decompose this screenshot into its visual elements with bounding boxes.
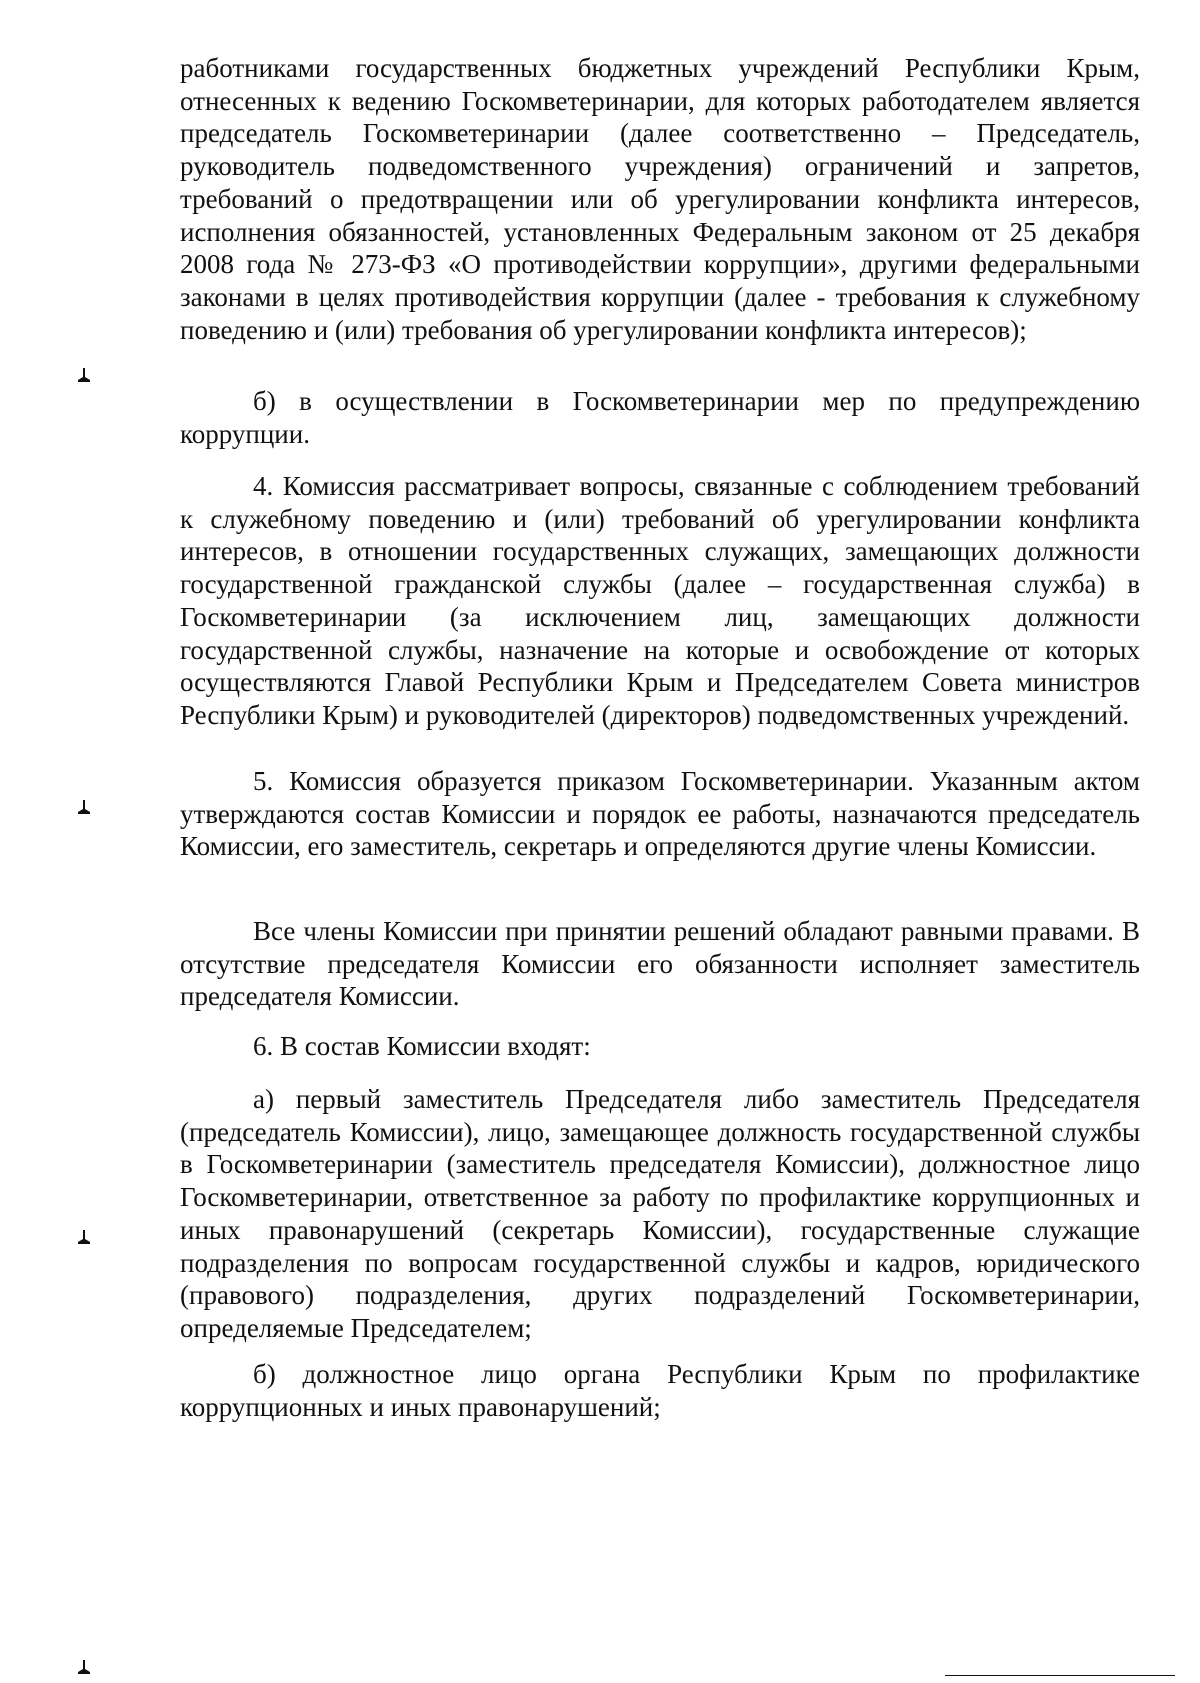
paragraph-clause-5: 5. Комиссия образуется приказом Госкомветеринарии. Указанным актом утверждаются состав Комиссии и порядок ее работы, назначаются председатель Комиссии, его заместитель, секретарь и определяются другие члены Комиссии. bbox=[180, 766, 1140, 862]
footer-rule bbox=[945, 1675, 1175, 1676]
punch-hole-mark-icon bbox=[77, 800, 91, 816]
paragraph-item-b-prevention: б) в осуществлении в Госкомветеринарии мер по предупреждению коррупции. bbox=[180, 386, 1140, 449]
paragraph-members-rights: Все члены Комиссии при принятии решений обладают равными правами. В отсутствие председателя Комиссии его обязанности исполняет заместитель председателя Комиссии. bbox=[180, 916, 1140, 1012]
punch-hole-mark-icon bbox=[77, 1660, 91, 1676]
punch-hole-mark-icon bbox=[77, 368, 91, 384]
paragraph-clause-6: 6. В состав Комиссии входят: bbox=[253, 1031, 591, 1061]
punch-hole-mark-icon bbox=[77, 1230, 91, 1246]
paragraph-item-a-composition: а) первый заместитель Председателя либо заместитель Председателя (председатель Комиссии), лицо, замещающее должность государственной службы в Госкомветеринарии (заместитель председателя Комиссии), должностное лицо Госкомветеринарии, ответственное за работу по профилактике коррупционных и иных правонарушений (секретарь Комиссии), государственные служащие подразделения по вопросам государственной службы и кадров, юридического (правового) подразделения, других подразделений Госкомветеринарии, определяемые Председателем; bbox=[180, 1084, 1140, 1343]
paragraph-item-b-official: б) должностное лицо органа Республики Крым по профилактике коррупционных и иных правонарушений; bbox=[180, 1359, 1140, 1422]
paragraph-clause-4: 4. Комиссия рассматривает вопросы, связанные с соблюдением требований к служебному поведению и (или) требований об урегулировании конфликта интересов, в отношении государственных служащих, замещающих должности государственной гражданской службы (далее – государственная служба) в Госкомветеринарии (за исключением лиц, замещающих должности государственной службы, назначение на которые и освобождение от которых осуществляются Главой Республики Крым и Председателем Совета министров Республики Крым) и руководителей (директоров) подведомственных учреждений. bbox=[180, 471, 1140, 730]
paragraph-continuation: работниками государственных бюджетных учреждений Республики Крым, отнесенных к ведению Госкомветеринарии, для которых работодателем является председатель Госкомветеринарии (далее соответственно – Председатель, руководитель подведомственного учреждения) ограничений и запретов, требований о предотвращении или об урегулировании конфликта интересов, исполнения обязанностей, установленных Федеральным законом от 25 декабря 2008 года № 273-ФЗ «О противодействии коррупции», другими федеральными законами в целях противодействия коррупции (далее - требования к служебному поведению и (или) требования об урегулировании конфликта интересов); bbox=[180, 53, 1140, 345]
